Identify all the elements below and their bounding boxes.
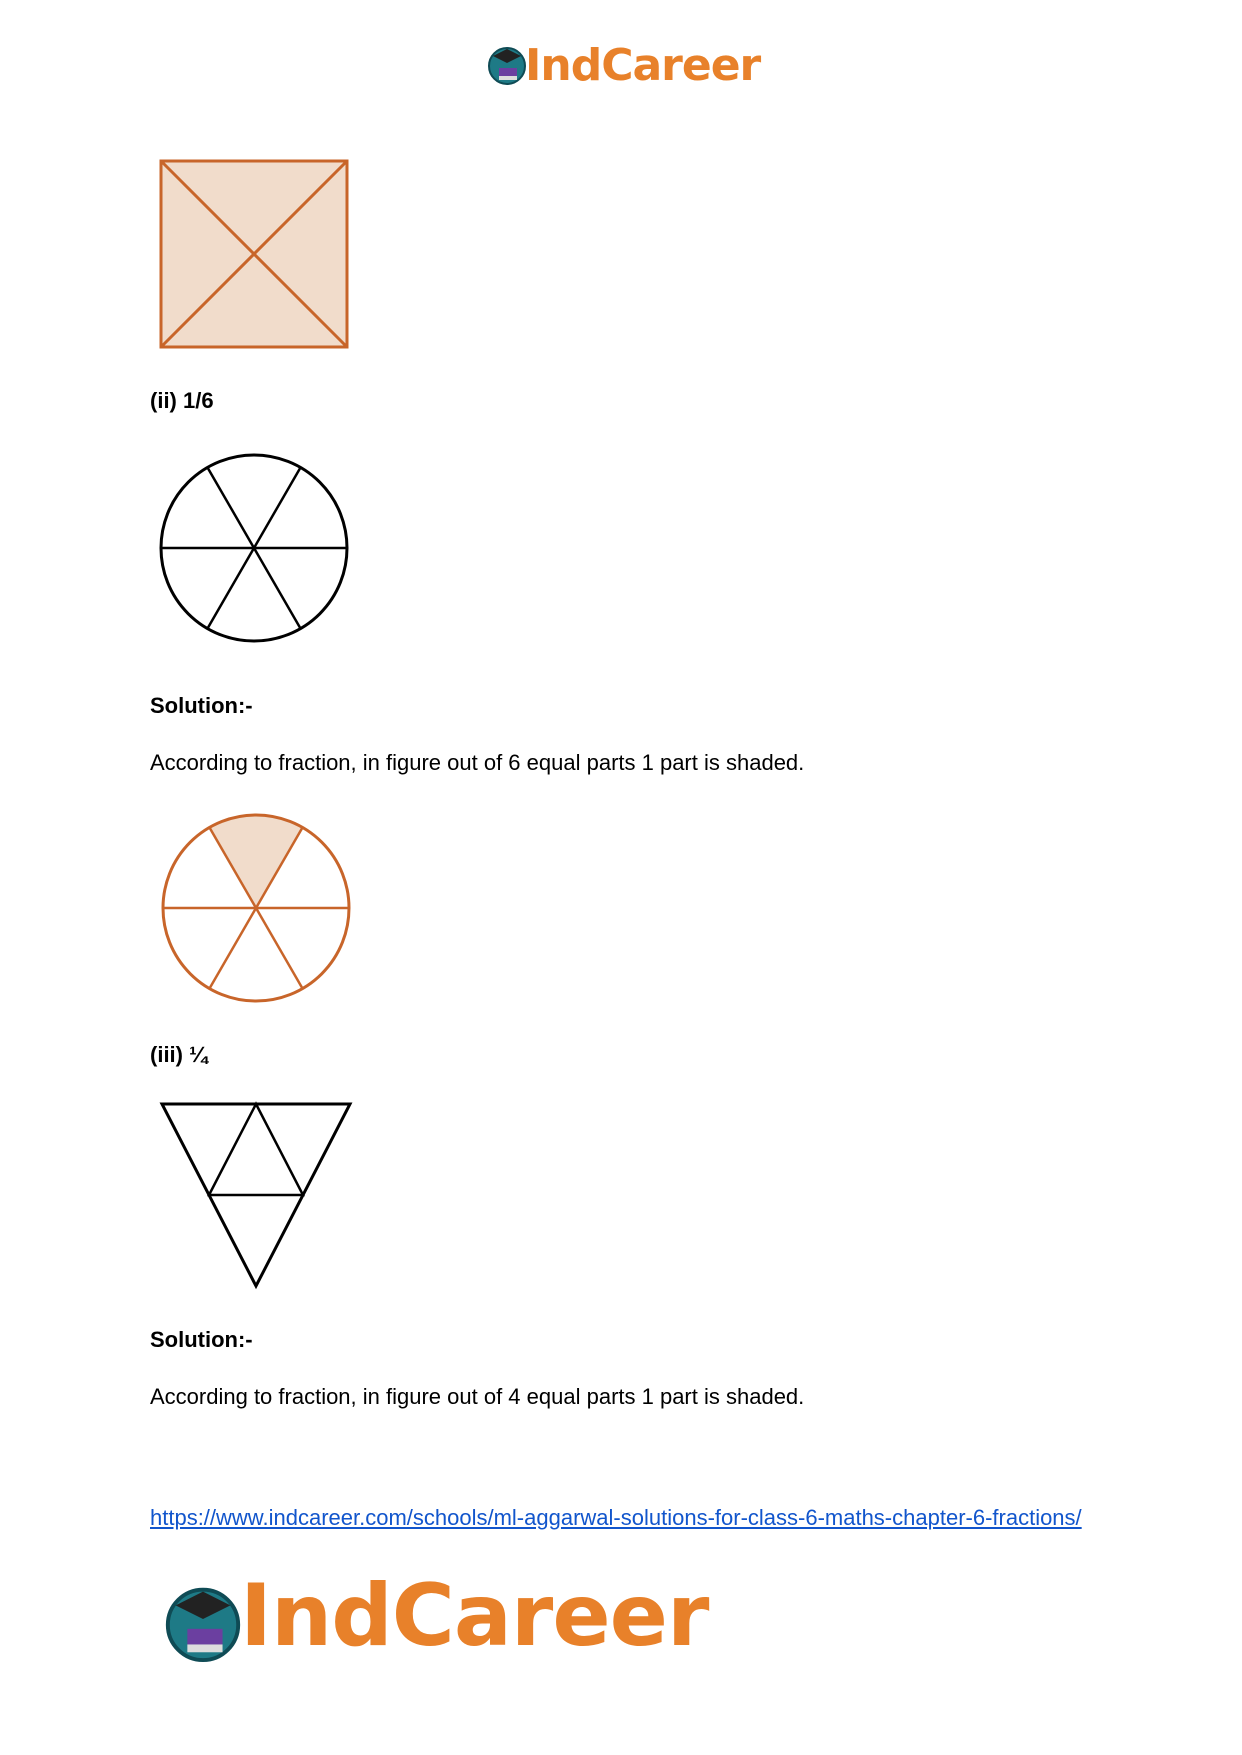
footer-logo-globe-icon <box>160 1578 246 1664</box>
footer-logo <box>160 1566 720 1670</box>
circle-one-sixth-shaded-figure <box>158 810 354 1006</box>
header-logo <box>485 38 765 94</box>
shaded-square-figure <box>158 158 350 350</box>
solution-label-iii: Solution:- <box>150 1327 253 1352</box>
triangle-four-parts-figure <box>158 1100 354 1290</box>
solution-text-ii: According to fraction, in figure out of 6 equal parts 1 part is shaded. <box>150 750 805 775</box>
header-logo-text: IndCareer <box>525 40 761 91</box>
solution-text-iii: According to fraction, in figure out of 4 equal parts 1 part is shaded. <box>150 1384 805 1409</box>
source-link[interactable]: https://www.indcareer.com/schools/ml-aggarwal-solutions-for-class-6-maths-chapter-6-fractions/ <box>150 1505 1082 1530</box>
question-label-iii: (iii) ¼ <box>150 1042 208 1067</box>
logo-globe-icon <box>485 42 529 86</box>
footer-logo-text: IndCareer <box>240 1566 709 1666</box>
solution-label-ii: Solution:- <box>150 693 253 718</box>
question-label-ii: (ii) 1/6 <box>150 388 214 413</box>
circle-six-parts-figure <box>156 450 352 646</box>
